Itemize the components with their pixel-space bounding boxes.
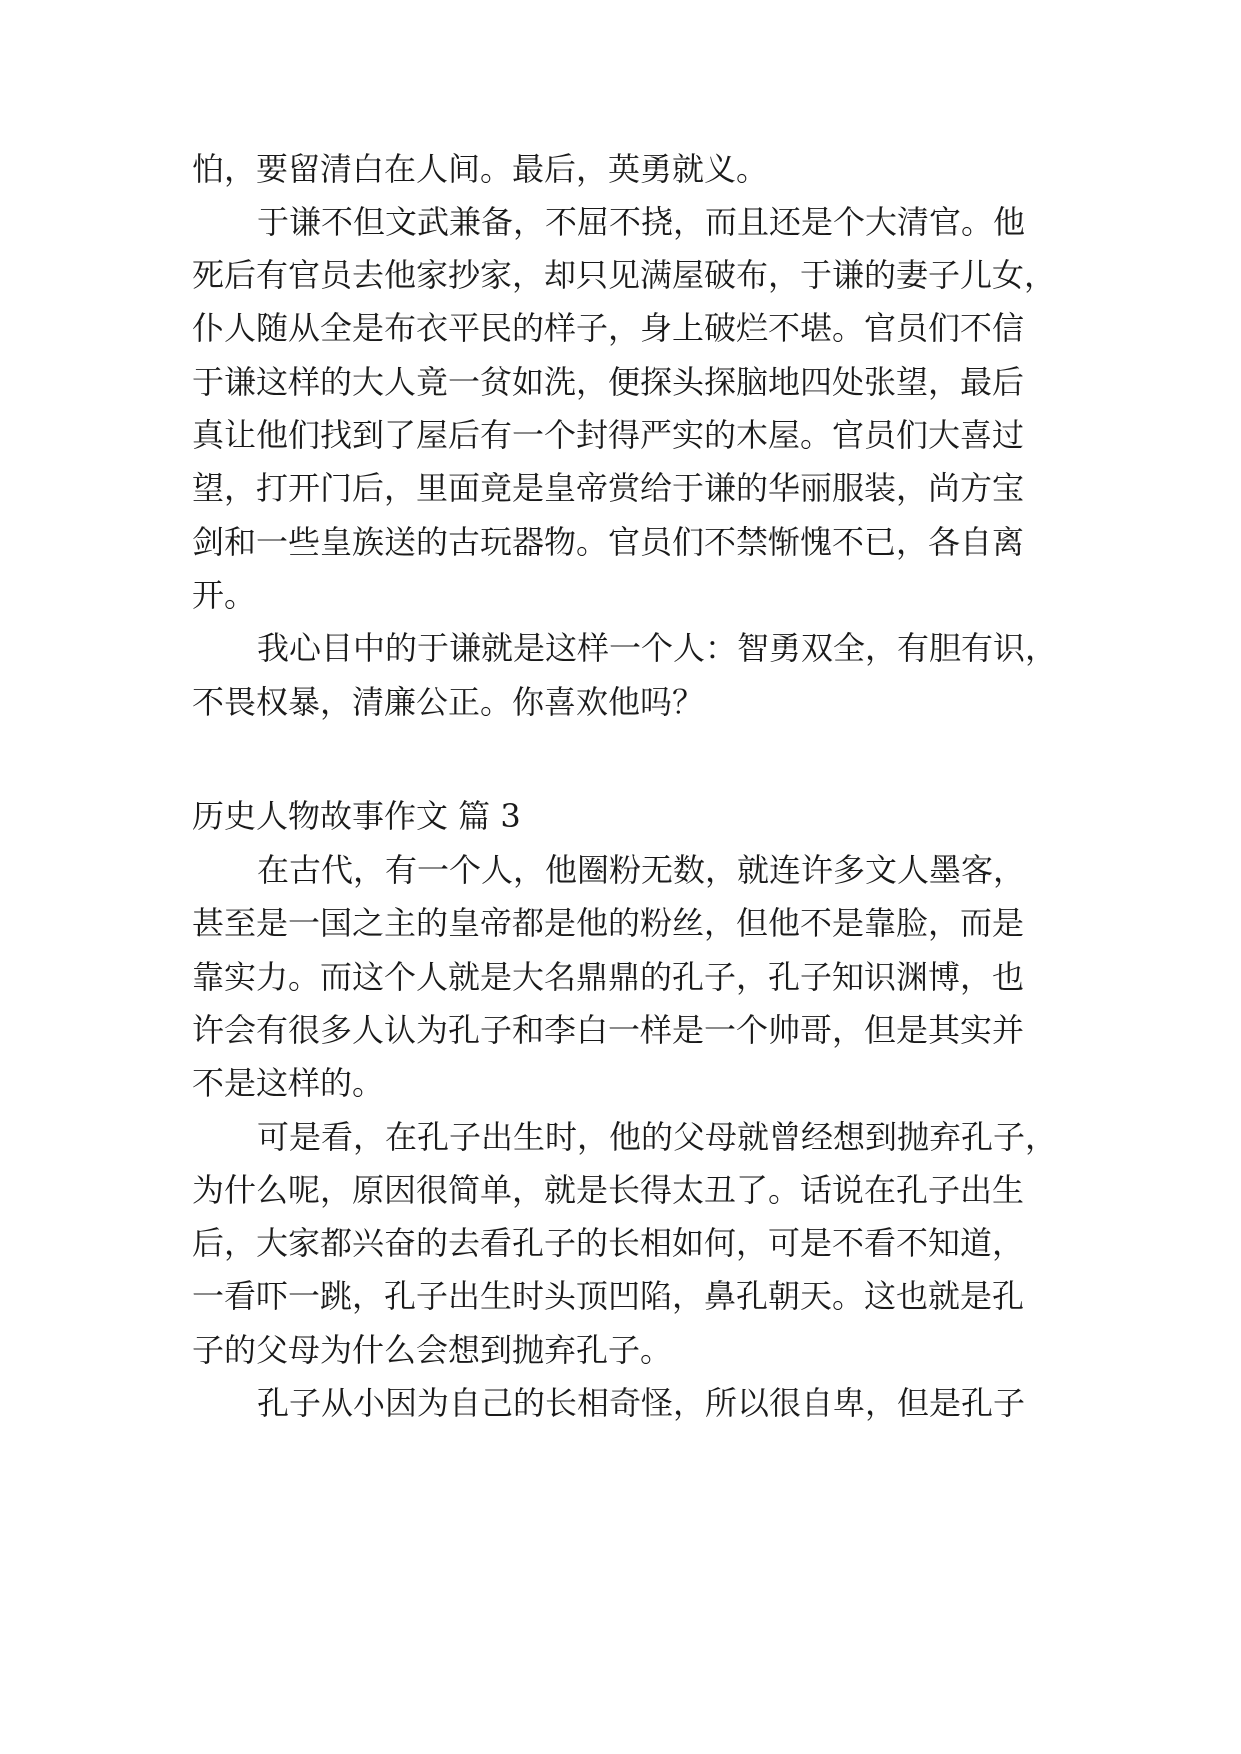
text-line — [0, 139, 1241, 199]
text-line — [0, 458, 1241, 518]
text-line — [0, 618, 1241, 678]
text-line-content: 于谦这样的大人竟一贫如洗，便探头探脑地四处张望，最后 — [192, 363, 1025, 401]
text-line — [0, 1266, 1241, 1326]
text-line — [0, 405, 1241, 465]
text-line — [0, 1320, 1241, 1380]
text-line-content: 许会有很多人认为孔子和李白一样是一个帅哥，但是其实并 — [192, 1011, 1025, 1049]
text-line-content: 子的父母为什么会想到抛弃孔子。 — [192, 1331, 673, 1369]
text-line-content: 甚至是一国之主的皇帝都是他的粉丝，但他不是靠脸，而是 — [192, 904, 1025, 942]
text-line-content: 死后有官员去他家抄家，却只见满屋破布，于谦的妻子儿女， — [192, 256, 1057, 294]
text-line — [0, 947, 1241, 1007]
text-line — [0, 565, 1241, 625]
text-line — [0, 1160, 1241, 1220]
text-line — [0, 840, 1241, 900]
section-heading-text: 历史人物故事作文 篇 3 — [192, 797, 521, 835]
text-line — [0, 298, 1241, 358]
text-line — [0, 1213, 1241, 1273]
text-line — [0, 512, 1241, 572]
text-line-content: 不是这样的。 — [192, 1064, 385, 1102]
text-line-content: 剑和一些皇族送的古玩器物。官员们不禁惭愧不已，各自离 — [192, 523, 1025, 561]
text-line-content: 一看吓一跳，孔子出生时头顶凹陷，鼻孔朝天。这也就是孔 — [192, 1277, 1025, 1315]
text-line-content: 后，大家都兴奋的去看孔子的长相如何，可是不看不知道， — [192, 1224, 1025, 1262]
text-line-content: 仆人随从全是布衣平民的样子，身上破烂不堪。官员们不信 — [192, 309, 1025, 347]
text-line — [0, 192, 1241, 252]
text-line-content: 真让他们找到了屋后有一个封得严实的木屋。官员们大喜过 — [192, 416, 1025, 454]
text-line-content: 靠实力。而这个人就是大名鼎鼎的孔子，孔子知识渊博，也 — [192, 958, 1025, 996]
text-line — [0, 352, 1241, 412]
text-line-content: 望，打开门后，里面竟是皇帝赏给于谦的华丽服装，尚方宝 — [192, 469, 1025, 507]
text-line-content: 不畏权暴，清廉公正。你喜欢他吗？ — [192, 683, 705, 721]
text-line-content: 于谦不但文武兼备，不屈不挠，而且还是个大清官。他 — [257, 203, 1026, 241]
text-line-content: 孔子从小因为自己的长相奇怪，所以很自卑，但是孔子 — [257, 1384, 1026, 1422]
text-line-content: 开。 — [192, 576, 257, 614]
text-line — [0, 1053, 1241, 1113]
text-line — [0, 1000, 1241, 1060]
text-line-content: 我心目中的于谦就是这样一个人：智勇双全，有胆有识， — [257, 629, 1058, 667]
text-line-content: 怕，要留清白在人间。最后，英勇就义。 — [192, 150, 769, 188]
text-line — [0, 245, 1241, 305]
text-line-content: 可是看，在孔子出生时，他的父母就曾经想到抛弃孔子， — [257, 1118, 1058, 1156]
text-line — [0, 893, 1241, 953]
text-line — [0, 1107, 1241, 1167]
text-line-content: 为什么呢，原因很简单，就是长得太丑了。话说在孔子出生 — [192, 1171, 1025, 1209]
text-line — [0, 1373, 1241, 1433]
text-line — [0, 672, 1241, 732]
text-line-content: 在古代，有一个人，他圈粉无数，就连许多文人墨客， — [257, 851, 1026, 889]
section-heading — [0, 786, 1241, 846]
